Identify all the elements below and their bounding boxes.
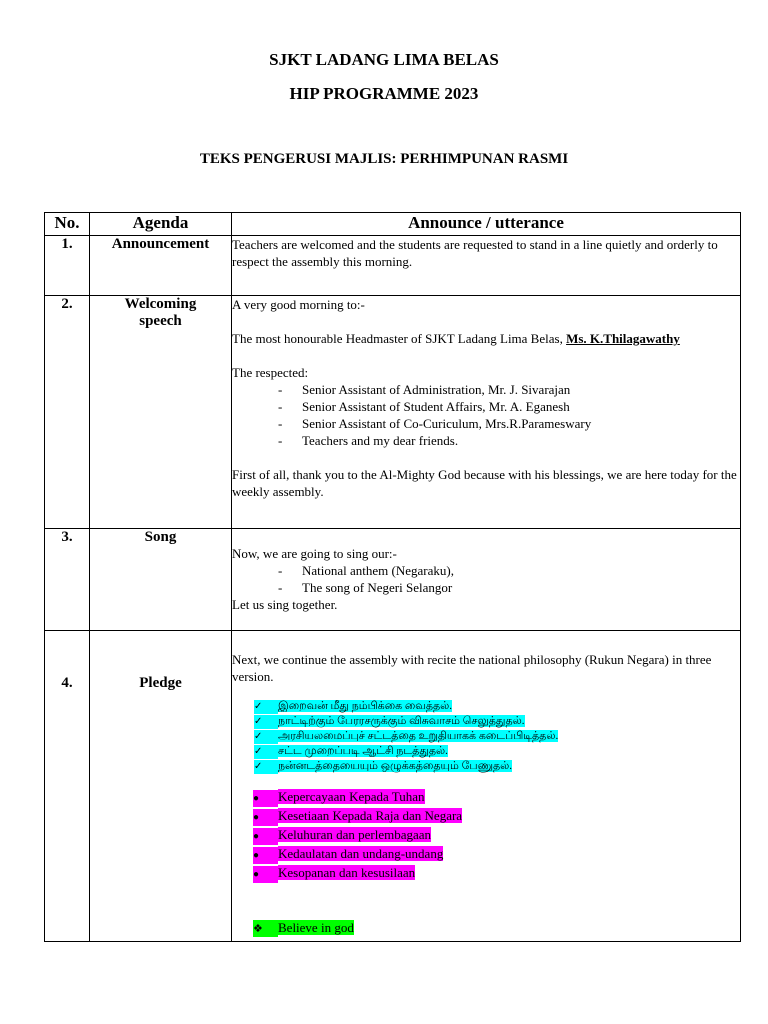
check-icon: ✓: [254, 760, 278, 774]
document-subtitle: TEKS PENGERUSI MAJLIS: PERHIMPUNAN RASMI: [199, 151, 569, 167]
list-item: - National anthem (Negaraku),: [232, 562, 740, 579]
check-icon: ✓: [254, 730, 278, 744]
table-header-row: [45, 213, 741, 236]
headmaster-name: Ms. K.Thilagawathy: [566, 331, 680, 346]
headmaster-text: [232, 330, 740, 347]
check-icon: ✓: [254, 700, 278, 714]
row-agenda: Announcement: [90, 236, 232, 296]
list-item: ● Kepercayaan Kepada Tuhan: [253, 788, 740, 807]
diamond-bullet-icon: ❖: [253, 920, 278, 937]
row-utterance: [232, 296, 741, 529]
list-item: ✓ அரசியலமைப்புச் சட்டத்தை உறுதியாகக் கடைப்பிடித்தல்.: [254, 730, 559, 742]
list-item: ✓ இறைவன் மீது நம்பிக்கை வைத்தல்.: [254, 700, 453, 712]
pledge-intro: Next, we continue the assembly with recite the national philosophy (Rukun Negara) in three version.: [232, 652, 712, 684]
staff-list: [232, 381, 740, 449]
row-utterance: [232, 236, 741, 296]
headmaster-prefix: The most honourable Headmaster of SJKT Ladang Lima Belas,: [232, 331, 567, 346]
song-list: [232, 562, 740, 596]
agenda-table: [44, 212, 741, 942]
bullet-icon: ●: [253, 847, 278, 864]
list-item: ● Kesetiaan Kepada Raja dan Negara: [253, 807, 740, 826]
list-item: ✓ நாட்டிற்கும் பேரரசருக்கும் விசுவாசம் செலுத்துதல்.: [254, 715, 525, 727]
table-row: [45, 529, 741, 631]
list-item: - Senior Assistant of Student Affairs, Mr. A. Eganesh: [232, 398, 740, 415]
table-row: [45, 236, 741, 296]
malay-pledge-list: [253, 788, 740, 883]
list-item: ✓ சட்ட முறைப்படி ஆட்சி நடத்துதல்.: [254, 745, 448, 757]
row-number: 4.: [45, 631, 90, 942]
column-header-no: No.: [45, 213, 90, 236]
english-pledge-item: ❖ Believe in god: [253, 920, 354, 935]
row-utterance: [232, 631, 741, 942]
row-utterance: [232, 529, 741, 631]
list-item: - The song of Negeri Selangor: [232, 579, 740, 596]
bullet-icon: ●: [253, 809, 278, 826]
row-agenda: [90, 296, 232, 529]
row-agenda: Pledge: [90, 631, 232, 942]
bullet-icon: ●: [253, 828, 278, 845]
list-item: ✓ நன்னடத்தையையும் ஒழுக்கத்தையும் பேணுதல்.: [254, 760, 513, 772]
check-icon: ✓: [254, 715, 278, 729]
list-item: ● Keluhuran dan perlembagaan: [253, 826, 740, 845]
respected-text: The respected:: [232, 365, 309, 380]
song-intro: Now, we are going to sing our:-: [232, 546, 397, 561]
bullet-icon: ●: [253, 790, 278, 807]
programme-title: HIP PROGRAMME 2023: [289, 84, 479, 103]
list-item: ● Kesopanan dan kesusilaan: [253, 864, 740, 883]
agenda-line: speech: [139, 313, 182, 329]
announcement-text: Teachers are welcomed and the students are requested to stand in a line quietly and orderly to respect the assembly this morning.: [232, 237, 718, 269]
row-agenda: Song: [90, 529, 232, 631]
check-icon: ✓: [254, 745, 278, 759]
tamil-pledge-list: [254, 699, 740, 774]
school-title: SJKT LADANG LIMA BELAS: [269, 50, 499, 69]
bullet-icon: ●: [253, 866, 278, 883]
song-closing: Let us sing together.: [232, 597, 338, 612]
row-number: 2.: [45, 296, 90, 529]
table-row: [45, 296, 741, 529]
greeting-text: A very good morning to:-: [232, 297, 365, 312]
list-item: - Senior Assistant of Administration, Mr. J. Sivarajan: [232, 381, 740, 398]
list-item: ● Kedaulatan dan undang-undang: [253, 845, 740, 864]
agenda-line: Welcoming: [124, 296, 197, 312]
row-number: 1.: [45, 236, 90, 296]
list-item: - Senior Assistant of Co-Curiculum, Mrs.R.Parameswary: [232, 415, 740, 432]
row-number: 3.: [45, 529, 90, 631]
closing-text: First of all, thank you to the Al-Mighty God because with his blessings, we are here today for the weekly assembly.: [232, 467, 737, 499]
list-item: - Teachers and my dear friends.: [232, 432, 740, 449]
column-header-announce: Announce / utterance: [232, 213, 741, 236]
column-header-agenda: Agenda: [90, 213, 232, 236]
table-row: [45, 631, 741, 942]
